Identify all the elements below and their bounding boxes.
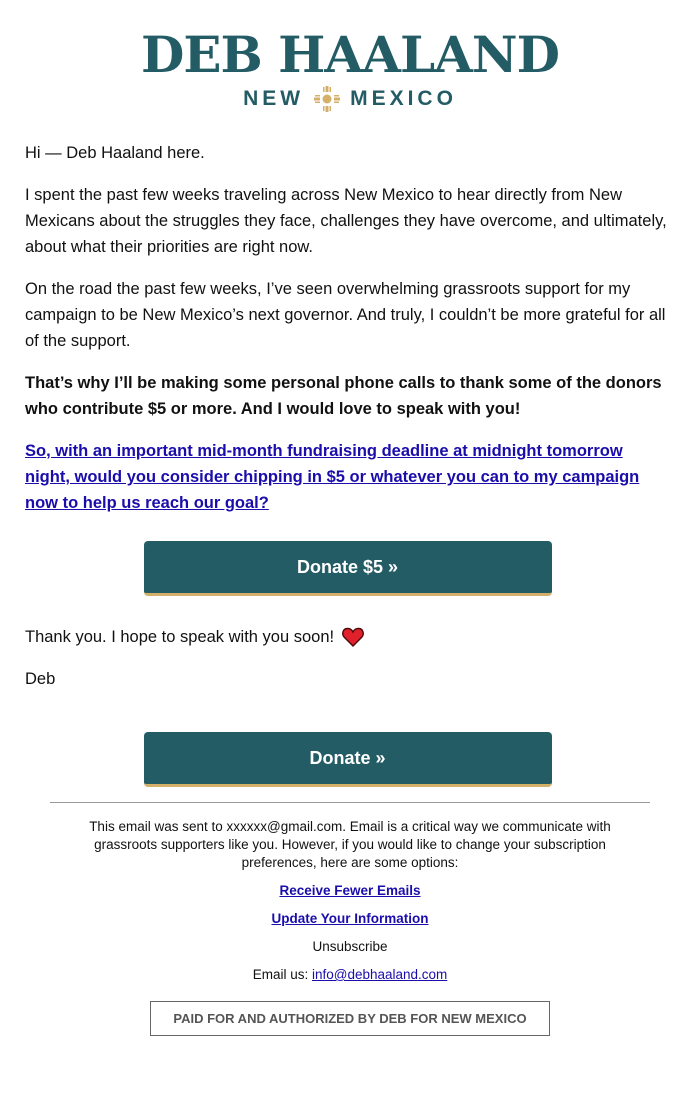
footer-divider xyxy=(50,802,650,803)
logo-name: DEB HAALAND xyxy=(141,25,559,84)
receive-fewer-emails-link[interactable]: Receive Fewer Emails xyxy=(279,883,421,898)
heart-icon xyxy=(342,627,364,647)
update-information-link[interactable]: Update Your Information xyxy=(271,911,429,926)
footer-notice: This email was sent to xxxxxx@gmail.com. Email is a critical way we communicate with grassroots supporters like you. However, if you would like to change your subscription preferences, here are some options: xyxy=(89,819,611,870)
zia-sun-icon xyxy=(312,84,342,114)
paragraph-travel: I spent the past few weeks traveling across New Mexico to hear directly from New Mexicans about the struggles they face, challenges they have overcome, and ultimately, about what their priorities are right now. xyxy=(25,186,667,256)
email-us-label: Email us: xyxy=(252,967,309,982)
email-body xyxy=(25,140,670,815)
paragraph-phone-calls: That’s why I’ll be making some personal phone calls to thank some of the donors who contribute $5 or more. And I would love to speak with you! xyxy=(25,374,662,418)
email-address-link[interactable]: info@debhaaland.com xyxy=(312,967,448,982)
greeting: Hi — Deb Haaland here. xyxy=(25,144,205,162)
donate-ask-link[interactable]: So, with an important mid-month fundraising deadline at midnight tomorrow night, would you consider chipping in $5 or whatever you can to my campaign now to help us reach our goal? xyxy=(25,442,640,512)
unsubscribe-link[interactable]: Unsubscribe xyxy=(312,939,388,954)
logo-state xyxy=(0,84,700,114)
donate-wrap xyxy=(25,732,670,787)
thanks-line xyxy=(25,624,670,650)
donate-5-button[interactable]: Donate $5 » xyxy=(144,541,552,596)
email-header xyxy=(0,25,700,114)
thanks-text: Thank you. I hope to speak with you soon! xyxy=(25,628,335,646)
signoff: Deb xyxy=(25,670,56,688)
donate5-wrap xyxy=(25,541,670,596)
email-us-line xyxy=(70,966,630,984)
donate-button[interactable]: Donate » xyxy=(144,732,552,787)
email-footer xyxy=(70,818,630,994)
logo-state-left: NEW xyxy=(243,87,305,110)
logo-state-right: MEXICO xyxy=(350,87,457,110)
paid-for-disclaimer: PAID FOR AND AUTHORIZED BY DEB FOR NEW MEXICO xyxy=(150,1001,550,1036)
paragraph-support: On the road the past few weeks, I’ve seen overwhelming grassroots support for my campaign to be New Mexico’s next governor. And truly, I couldn’t be more grateful for all of the support. xyxy=(25,280,666,350)
